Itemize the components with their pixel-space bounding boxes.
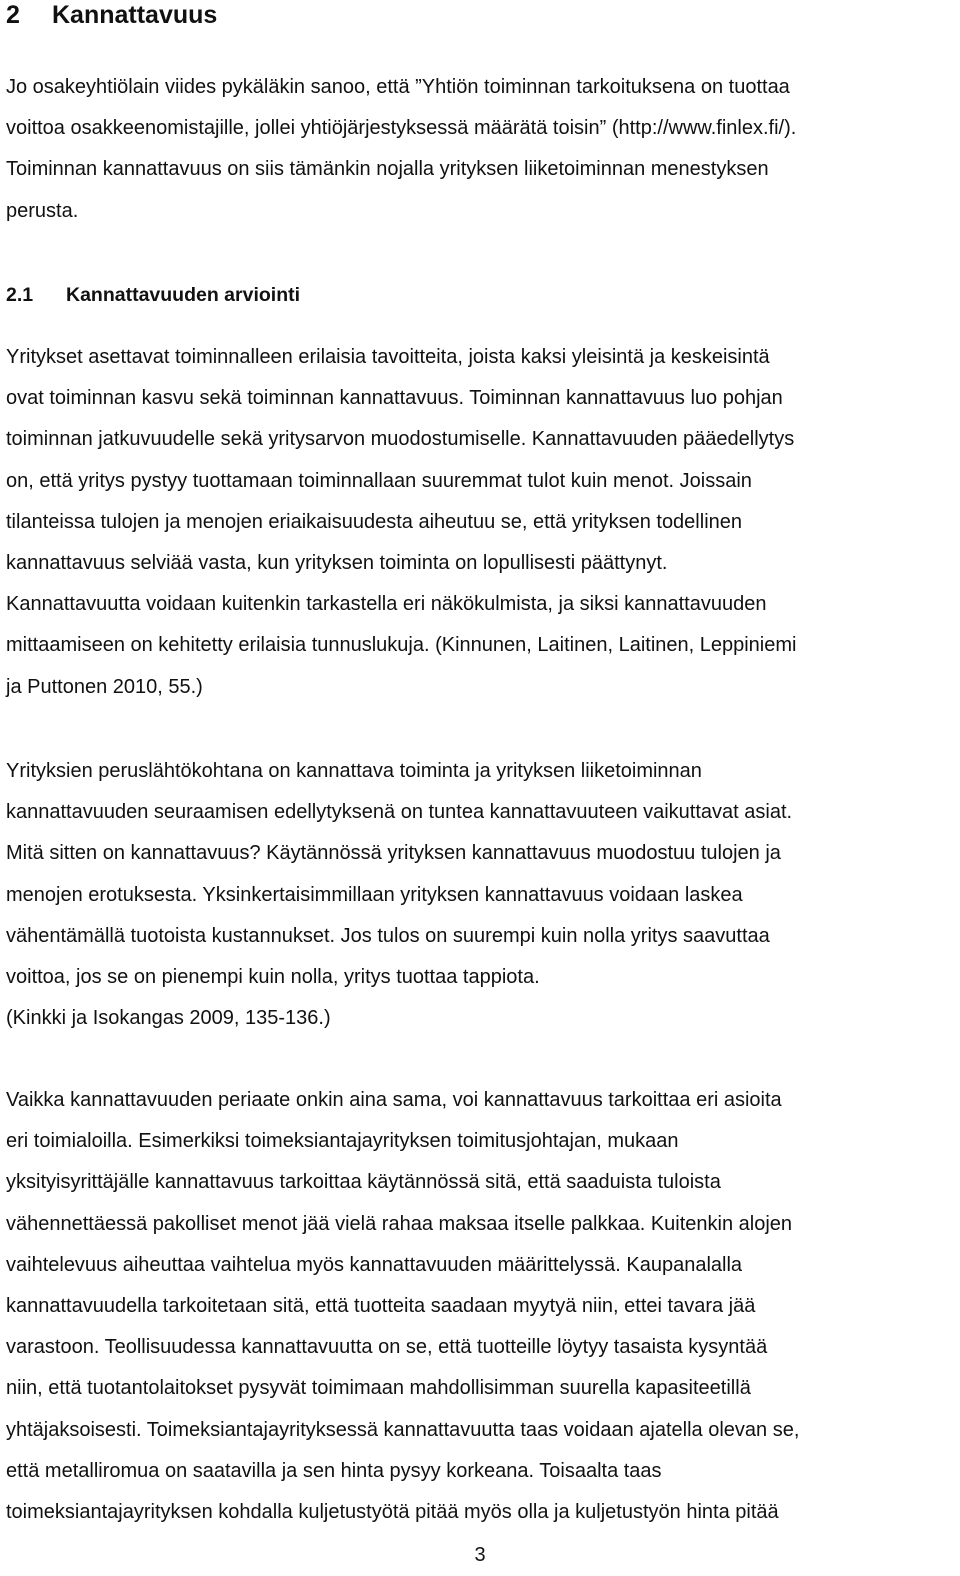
paragraph-basis bbox=[6, 751, 956, 1039]
chapter-title: Kannattavuus bbox=[52, 1, 218, 29]
paragraph-line: Vaikka kannattavuuden periaate onkin aina sama, voi kannattavuus tarkoittaa eri asioita bbox=[6, 1089, 782, 1111]
page-number: 3 bbox=[474, 1544, 486, 1566]
section-heading bbox=[6, 280, 300, 310]
paragraph-line: yhtäjaksoisesti. Toimeksiantajayrityksessä kannattavuutta taas voidaan ajatella olevan se, bbox=[6, 1418, 800, 1441]
paragraph-line: mittaamiseen on kehitetty erilaisia tunnuslukuja. (Kinnunen, Laitinen, Laitinen, Leppiniemi bbox=[6, 634, 797, 657]
paragraph-line: ovat toiminnan kasvu sekä toiminnan kannattavuus. Toiminnan kannattavuus luo pohjan bbox=[6, 387, 783, 410]
chapter-heading bbox=[6, 0, 217, 30]
paragraph-line: varastoon. Teollisuudessa kannattavuutta on se, että tuotteille löytyy tasaista kysyntää bbox=[6, 1336, 768, 1359]
paragraph-line: on, että yritys pystyy tuottamaan toiminnallaan suuremmat tulot kuin menot. Joissain bbox=[6, 469, 752, 492]
paragraph-line: tilanteissa tulojen ja menojen eriaikaisuudesta aiheutuu se, että yrityksen todellinen bbox=[6, 510, 743, 533]
paragraph-line: vaihtelevuus aiheuttaa vaihtelua myös kannattavuuden määrittelyssä. Kaupanalalla bbox=[6, 1253, 743, 1276]
paragraph-line: menojen erotuksesta. Yksinkertaisimmillaan yrityksen kannattavuus voidaan laskea bbox=[6, 883, 743, 906]
paragraph-line: Mitä sitten on kannattavuus? Käytännössä yrityksen kannattavuus muodostuu tulojen ja bbox=[6, 842, 781, 865]
paragraph-line: toiminnan jatkuvuudelle sekä yritysarvon muodostumiselle. Kannattavuuden pääedellytys bbox=[6, 428, 795, 451]
paragraph-line: vähennettäessä pakolliset menot jää vielä rahaa maksaa itselle palkkaa. Kuitenkin alojen bbox=[6, 1212, 793, 1235]
paragraph-industries bbox=[6, 1080, 956, 1533]
paragraph-line: Yritykset asettavat toiminnalleen erilaisia tavoitteita, joista kaksi yleisintä ja keskeisintä bbox=[6, 346, 770, 368]
paragraph-line: että metalliromua on saatavilla ja sen hinta pysyy korkeana. Toisaalta taas bbox=[6, 1459, 662, 1482]
paragraph-line: Kannattavuutta voidaan kuitenkin tarkastella eri näkökulmista, ja siksi kannattavuuden bbox=[6, 593, 767, 616]
paragraph-line: niin, että tuotantolaitokset pysyvät toimimaan mahdollisimman suurella kapasiteetillä bbox=[6, 1377, 751, 1400]
paragraph-line: ja Puttonen 2010, 55.) bbox=[6, 675, 203, 698]
paragraph-line: voittoa, jos se on pienempi kuin nolla, yritys tuottaa tappiota. bbox=[6, 966, 540, 989]
section-title: Kannattavuuden arviointi bbox=[66, 284, 301, 306]
paragraph-line: (Kinkki ja Isokangas 2009, 135-136.) bbox=[6, 1007, 331, 1030]
paragraph-line: yksityisyrittäjälle kannattavuus tarkoittaa käytännössä sitä, että saaduista tuloista bbox=[6, 1171, 721, 1194]
paragraph-intro bbox=[6, 67, 956, 232]
section-number: 2.1 bbox=[6, 284, 34, 306]
paragraph-line: Toiminnan kannattavuus on siis tämänkin nojalla yrityksen liiketoiminnan menestyksen bbox=[6, 158, 769, 181]
paragraph-line: kannattavuuden seuraamisen edellytyksenä on tuntea kannattavuuteen vaikuttavat asiat. bbox=[6, 801, 793, 824]
paragraph-goals bbox=[6, 337, 956, 708]
paragraph-line: kannattavuudella tarkoitetaan sitä, että tuotteita saadaan myytyä niin, ettei tavara jää bbox=[6, 1295, 756, 1318]
paragraph-line: toimeksiantajayrityksen kohdalla kuljetustyötä pitää myös olla ja kuljetustyön hinta pitää bbox=[6, 1501, 779, 1524]
paragraph-line: perusta. bbox=[6, 199, 79, 222]
chapter-number: 2 bbox=[6, 1, 20, 29]
paragraph-line: eri toimialoilla. Esimerkiksi toimeksiantajayrityksen toimitusjohtajan, mukaan bbox=[6, 1130, 679, 1153]
paragraph-line: voittoa osakkeenomistajille, jollei yhtiöjärjestyksessä määrätä toisin” (http://www.finlex.fi/). bbox=[6, 117, 797, 140]
paragraph-line: Yrityksien peruslähtökohtana on kannattava toiminta ja yrityksen liiketoiminnan bbox=[6, 760, 702, 782]
paragraph-line: Jo osakeyhtiölain viides pykäläkin sanoo, että ”Yhtiön toiminnan tarkoituksena on tuottaa bbox=[6, 76, 790, 98]
paragraph-line: kannattavuus selviää vasta, kun yrityksen toiminta on lopullisesti päättynyt. bbox=[6, 552, 668, 575]
paragraph-line: vähentämällä tuotoista kustannukset. Jos tulos on suurempi kuin nolla yritys saavuttaa bbox=[6, 924, 770, 947]
